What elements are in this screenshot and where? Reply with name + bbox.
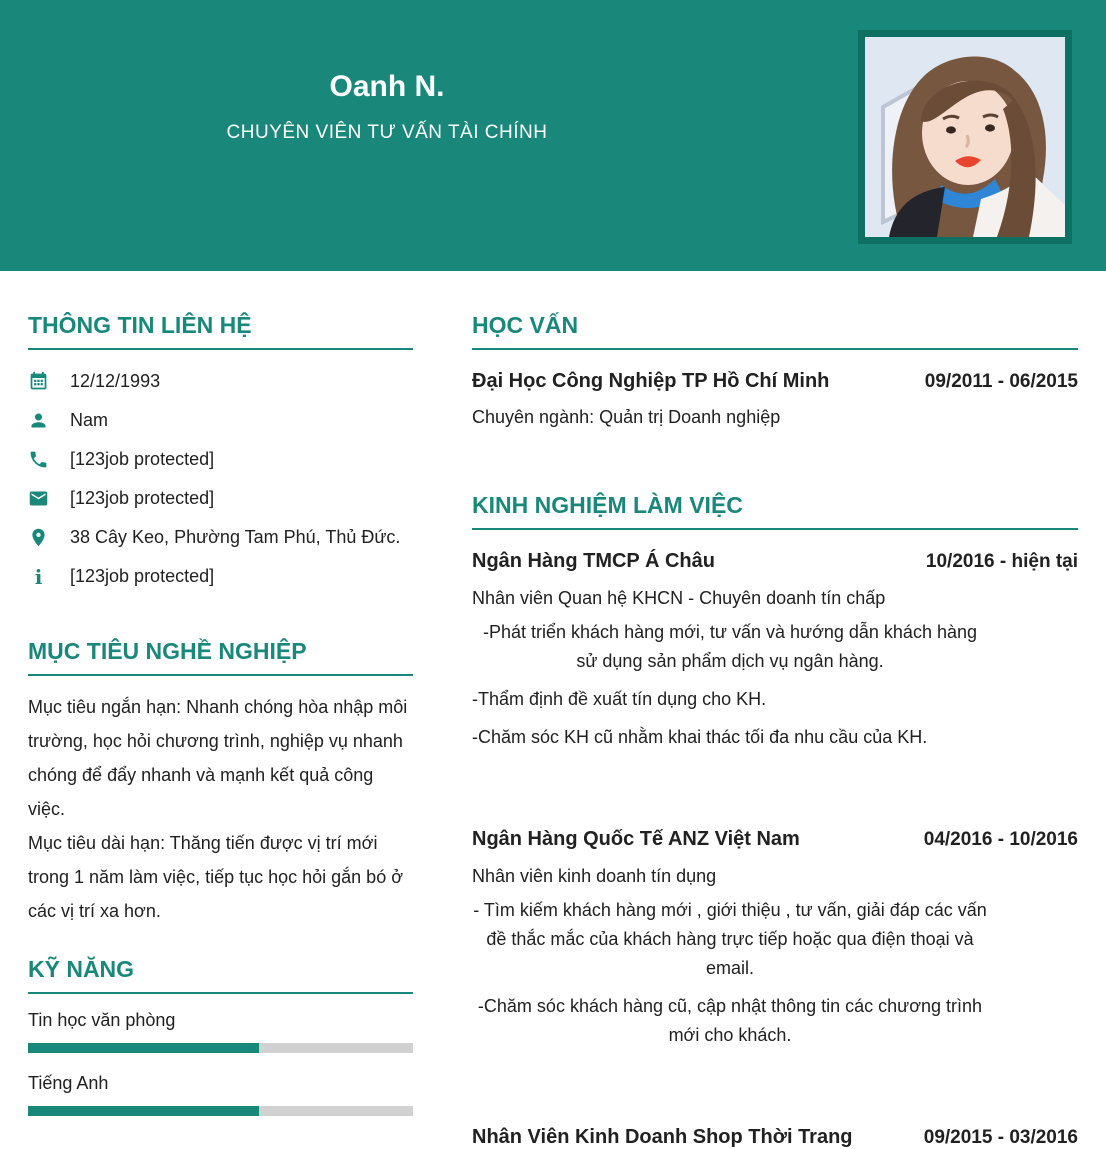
job-title-row <box>472 550 1078 573</box>
contact-row-birthdate <box>28 362 413 401</box>
cv-header <box>0 0 1106 271</box>
experience-heading: KINH NGHIỆM LÀM VIỆC <box>472 492 1078 530</box>
skill-bar-office <box>28 1043 413 1053</box>
school-name: Đại Học Công Nghiệp TP Hồ Chí Minh <box>472 370 830 392</box>
experience-section <box>472 492 1078 1149</box>
company-name: Nhân Viên Kinh Doanh Shop Thời Trang <box>472 1126 853 1148</box>
right-column <box>472 271 1078 1149</box>
skill-label-office: Tin học văn phòng <box>28 1010 176 1030</box>
job-title-row <box>472 1126 1078 1149</box>
phone-value: [123job protected] <box>70 449 215 469</box>
gender-value: Nam <box>70 410 109 430</box>
contact-row-address <box>28 518 413 557</box>
objective-short-term: Mục tiêu ngắn hạn: Nhanh chóng hòa nhập môi trường, học hỏi chương trình, nghiệp vụ nhanh chóng để đẩy nhanh và mạnh kết quả công việc. <box>28 697 408 819</box>
left-column <box>28 271 413 1149</box>
skill-label-english: Tiếng Anh <box>28 1073 109 1093</box>
skill-bar-english-fill <box>28 1106 259 1116</box>
company-name: Ngân Hàng Quốc Tế ANZ Việt Nam <box>472 828 800 850</box>
portrait-illustration <box>865 37 1065 237</box>
contact-row-phone <box>28 440 413 479</box>
job-role: Nhân viên kinh doanh tín dụng <box>472 866 717 886</box>
contact-heading: THÔNG TIN LIÊN HỆ <box>28 312 413 350</box>
job-bullet: -Chăm sóc KH cũ nhằm khai thác tối đa nhu cầu của KH. <box>472 727 928 747</box>
contact-row-gender <box>28 401 413 440</box>
job-dates: 09/2015 - 03/2016 <box>923 1127 1078 1148</box>
extra-value: [123job protected] <box>70 566 215 586</box>
education-major: Chuyên ngành: Quản trị Doanh nghiệp <box>472 407 781 427</box>
job-dates: 10/2016 - hiện tại <box>925 551 1078 572</box>
skills-heading: KỸ NĂNG <box>28 956 413 994</box>
education-dates: 09/2011 - 06/2015 <box>924 371 1078 392</box>
skill-bar-english <box>28 1106 413 1116</box>
person-icon <box>28 410 49 431</box>
job-entry-acb <box>472 550 1078 752</box>
job-bullet: - Tìm kiếm khách hàng mới , giới thiệu , tư vấn, giải đáp các vấn đề thắc mắc của khách hàng trực tiếp hoặc qua điện thoại và email. <box>473 900 987 978</box>
job-bullet: -Chăm sóc khách hàng cũ, cập nhật thông tin các chương trình mới cho khách. <box>477 996 983 1045</box>
objective-heading: MỤC TIÊU NGHỀ NGHIỆP <box>28 638 413 676</box>
job-entry-fashion-shop <box>472 1126 1078 1149</box>
info-icon: i <box>34 564 43 589</box>
skills-section <box>28 956 413 1116</box>
objective-long-term: Mục tiêu dài hạn: Thăng tiến được vị trí mới trong 1 năm làm việc, tiếp tục học hỏi gắn bó ở các vị trí xa hơn. <box>28 833 404 921</box>
profile-photo <box>858 30 1072 244</box>
company-name: Ngân Hàng TMCP Á Châu <box>472 550 715 572</box>
contact-row-extra <box>28 557 413 596</box>
candidate-job-title: CHUYÊN VIÊN TƯ VẤN TÀI CHÍNH <box>226 122 548 143</box>
contact-section <box>28 312 413 596</box>
birthdate-value: 12/12/1993 <box>70 371 161 391</box>
job-bullet: -Phát triển khách hàng mới, tư vấn và hướng dẫn khách hàng sử dụng sản phẩm dịch vụ ngân hàng. <box>483 622 977 671</box>
job-role: Nhân viên Quan hệ KHCN - Chuyên doanh tín chấp <box>472 588 886 608</box>
job-bullet: -Thẩm định đề xuất tín dụng cho KH. <box>472 689 767 709</box>
cv-body <box>0 271 1106 1149</box>
contact-list <box>28 362 413 596</box>
email-icon <box>28 488 49 509</box>
candidate-name: Oanh N. <box>329 70 445 103</box>
contact-row-email <box>28 479 413 518</box>
objective-body <box>28 690 413 928</box>
skill-bar-office-fill <box>28 1043 259 1053</box>
job-title-row <box>472 828 1078 851</box>
objective-section <box>28 638 413 928</box>
email-value: [123job protected] <box>70 488 215 508</box>
header-identity <box>0 0 774 144</box>
address-value: 38 Cây Keo, Phường Tam Phú, Thủ Đức. <box>70 527 401 547</box>
education-heading: HỌC VẤN <box>472 312 1078 350</box>
calendar-icon <box>28 371 49 392</box>
education-entry <box>472 370 1078 393</box>
location-icon <box>28 527 49 548</box>
education-section <box>472 312 1078 428</box>
job-entry-anz <box>472 828 1078 1050</box>
job-dates: 04/2016 - 10/2016 <box>923 829 1078 850</box>
phone-icon <box>28 449 49 470</box>
